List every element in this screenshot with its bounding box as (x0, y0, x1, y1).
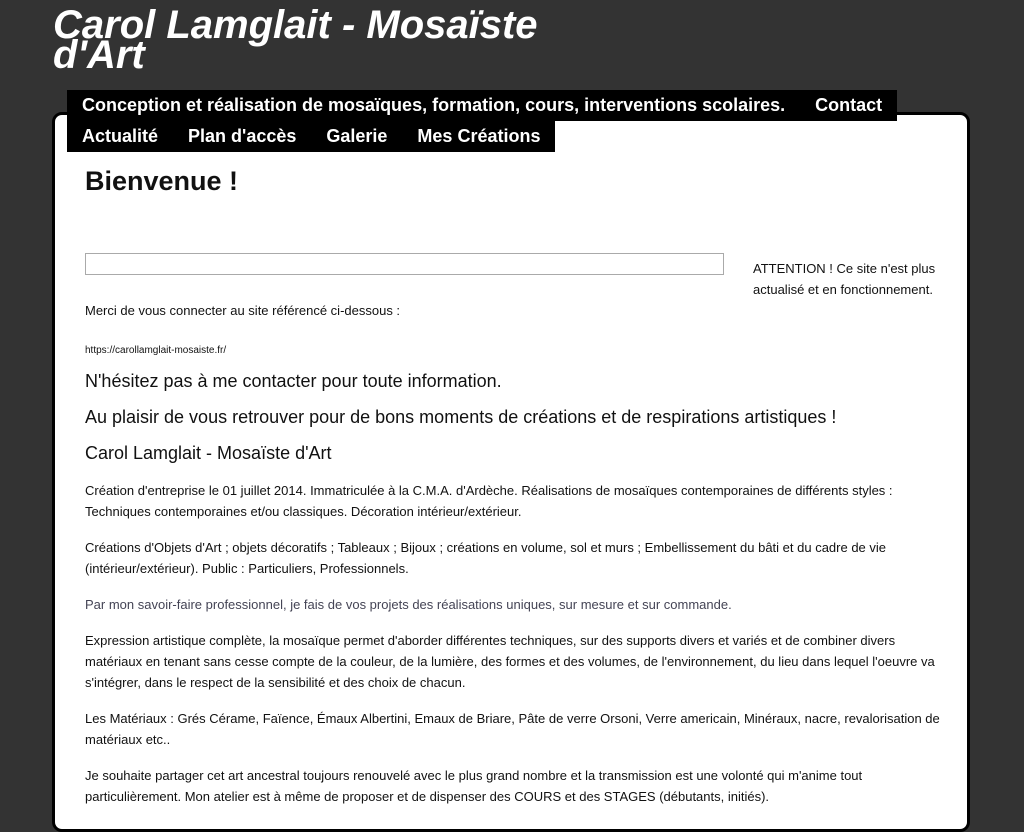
contact-line: N'hésitez pas à me contacter pour toute information. (85, 371, 502, 391)
nav-item-actualite[interactable]: Actualité (82, 126, 159, 146)
paragraph-transmission: Je souhaite partager cet art ancestral toujours renouvelé avec le plus grand nombre et la transmission est une volonté qui m'anime tout particulièrement. Mon atelier est à même de proposer et de dispenser des COURS et des STAGES (débutants, initiés). (85, 768, 863, 804)
nav-item-plan-acces[interactable]: Plan d'accès (188, 126, 297, 146)
connect-text: Merci de vous connecter au site référencé ci-dessous : (85, 303, 401, 318)
paragraph-creation: Création d'entreprise le 01 juillet 2014. Immatriculée à la C.M.A. d'Ardèche. Réalisations de mosaïques contemporaines de différents styles : Techniques contemporaines et/ou classiques. Décoration intérieur/extérieur. (85, 483, 893, 519)
signature-line: Carol Lamglait - Mosaïste d'Art (85, 443, 332, 463)
main-nav-row-1 (67, 90, 897, 121)
paragraph-materiaux: Les Matériaux : Grés Cérame, Faïence, Émaux Albertini, Emaux de Briare, Pâte de verre Orsoni, Verre americain, Minéraux, nacre, revalorisation de matériaux etc.. (85, 711, 940, 747)
site-title[interactable]: Carol Lamglait - Mosaïste d'Art (53, 3, 538, 77)
paragraph-savoir-faire: Par mon savoir-faire professionnel, je fais de vos projets des réalisations uniques, sur mesure et sur commande. (85, 597, 732, 612)
nav-item-mes-creations[interactable]: Mes Créations (417, 126, 541, 146)
empty-input-box[interactable] (85, 253, 724, 275)
nav-item-galerie[interactable]: Galerie (326, 126, 388, 146)
nav-item-conception[interactable]: Conception et réalisation de mosaïques, formation, cours, interventions scolaires. (82, 95, 786, 115)
attention-notice: ATTENTION ! Ce site n'est plus actualisé et en fonctionnement. (753, 261, 936, 297)
nav-item-contact[interactable]: Contact (815, 95, 883, 115)
paragraph-objets: Créations d'Objets d'Art ; objets décoratifs ; Tableaux ; Bijoux ; créations en volume, sol et murs ; Embellissement du bâti et du cadre de vie (intérieur/extérieur). Public : Particuliers, Professionnels. (85, 540, 887, 576)
plaisir-line: Au plaisir de vous retrouver pour de bons moments de créations et de respirations artistiques ! (85, 407, 837, 427)
main-nav-row-2 (67, 121, 555, 152)
paragraph-expression: Expression artistique complète, la mosaïque permet d'aborder différentes techniques, sur des supports divers et variés et de combiner divers matériaux en tenant sans cesse compte de la couleur, de la lumière, des formes et des volumes, de l'environnement, du lieu dans lequel l'oeuvre va s'intégrer, dans le respect de la sensibilité et des choix de chacun. (85, 633, 935, 690)
page-heading: Bienvenue ! (85, 166, 239, 196)
site-link[interactable]: https://carollamglait-mosaiste.fr/ (85, 345, 227, 356)
